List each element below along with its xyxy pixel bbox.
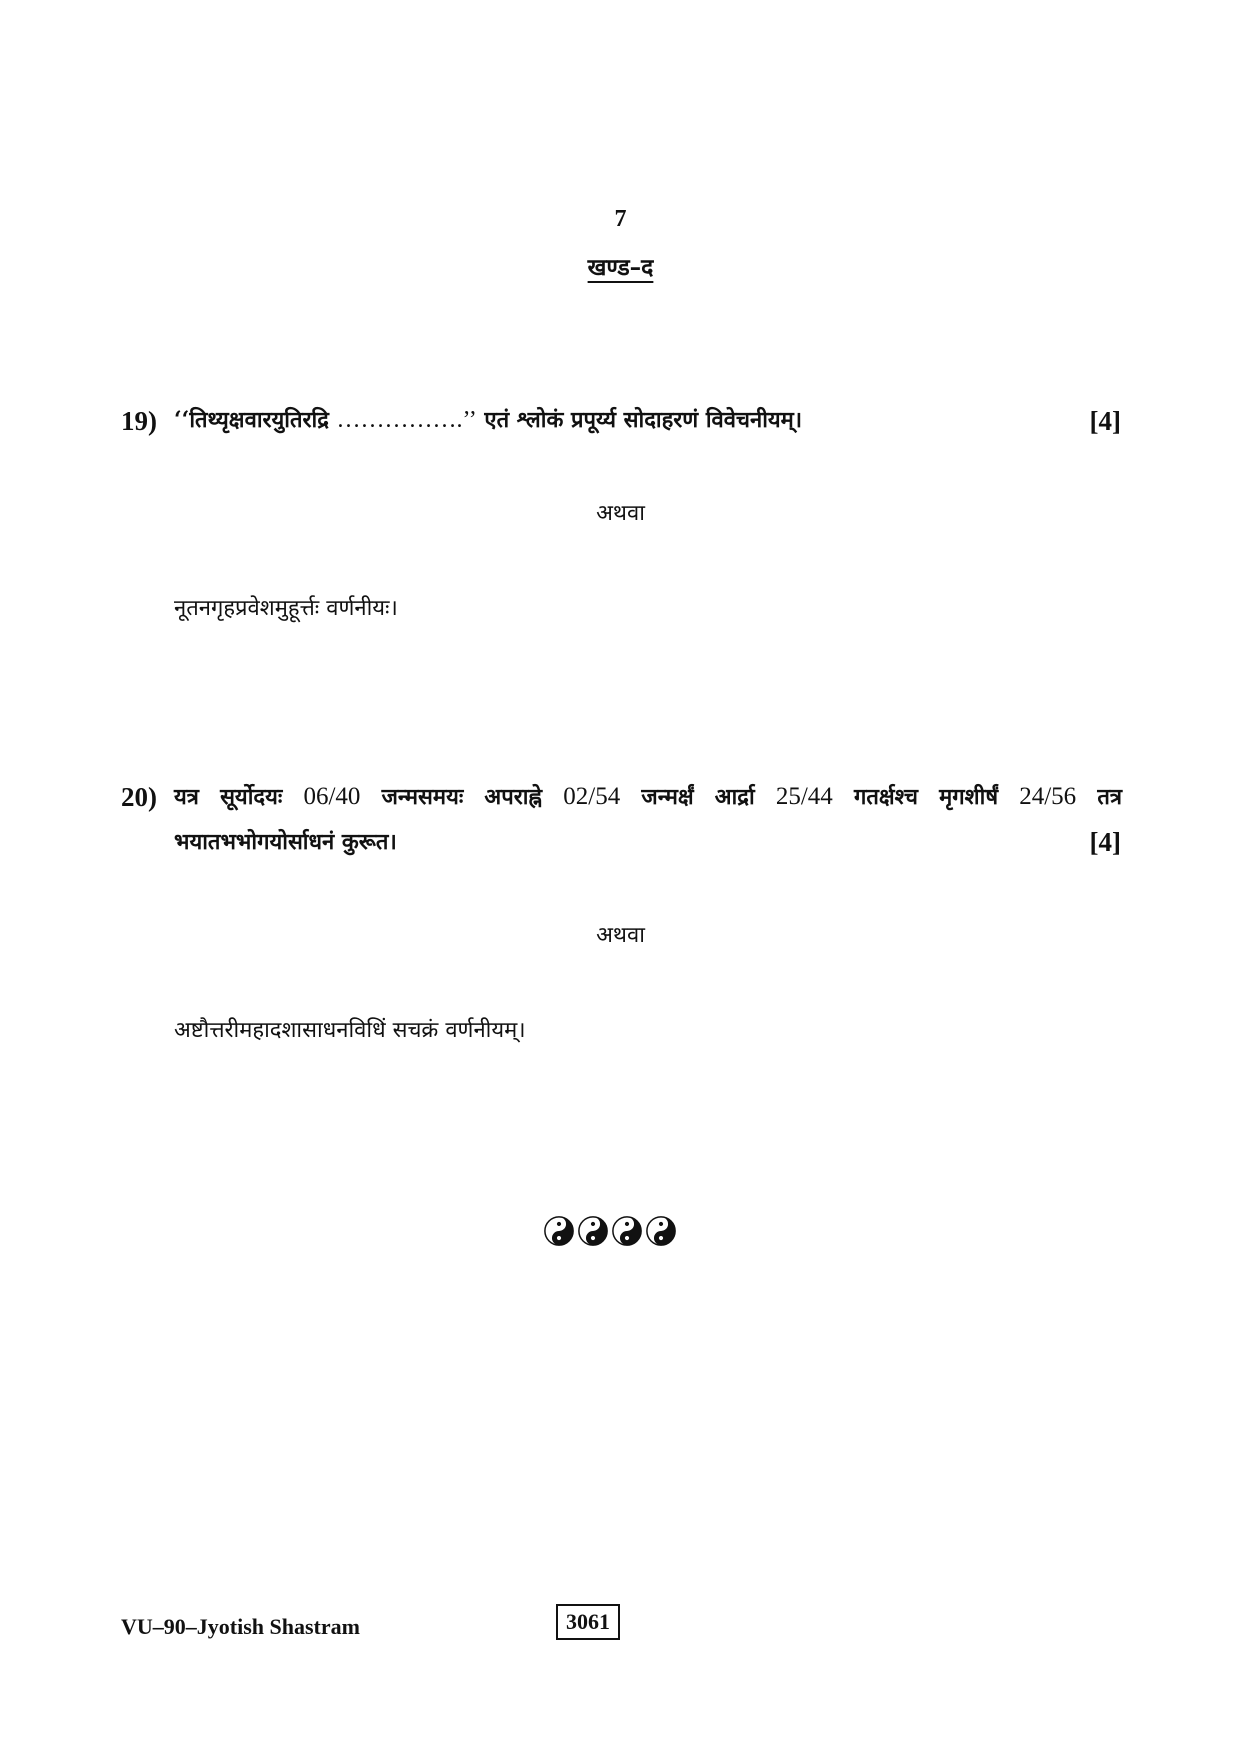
question-number-20: 20) <box>121 782 157 812</box>
footer-paper-code: 3061 <box>556 1604 620 1640</box>
yin-yang-icon <box>612 1216 642 1246</box>
question-text-segment: जन्मर्क्षं आर्द्रा <box>620 784 776 810</box>
question-text-segment: 02/54 <box>563 783 621 810</box>
section-title <box>0 252 1241 284</box>
question-text-segment: 25/44 <box>775 783 833 810</box>
or-label-19: अथवा <box>596 501 645 526</box>
end-of-paper-marks <box>544 1216 676 1246</box>
question-text-segment: 06/40 <box>303 783 361 810</box>
page-number: 7 <box>614 206 627 232</box>
question-text-segment: यत्र सूर्योदयः <box>174 784 304 810</box>
question-text-20 <box>174 774 1122 865</box>
alternative-question-19: नूतनगृहप्रवेशमुहूर्त्तः वर्णनीयः। <box>174 596 398 621</box>
or-label-20: अथवा <box>596 923 645 948</box>
section-title-text: खण्ड–द <box>587 254 654 281</box>
question-text-segment: 24/56 <box>1019 783 1077 810</box>
question-text-segment: तत्र भयातभभोगयोर्साधनं कुरूत। <box>174 784 1122 855</box>
question-text-segment: …………….’’ <box>336 407 477 433</box>
question-number-19: 19) <box>121 406 157 436</box>
question-text-segment: एतं श्लोकं प्रपूर्य्य सोदाहरणं विवेचनीयम्। <box>476 407 803 433</box>
question-text-segment: गतर्क्षश्च मृगशीर्षं <box>832 784 1020 810</box>
yin-yang-icon <box>544 1216 574 1246</box>
question-text-segment: ‘‘तिथ्यृक्षवारयुतिरद्रि <box>174 407 337 433</box>
yin-yang-icon <box>646 1216 676 1246</box>
question-text-segment: जन्मसमयः अपराह्ने <box>360 784 564 810</box>
footer-paper-title: VU–90–Jyotish Shastram <box>121 1614 360 1639</box>
question-marks-19: [4] <box>1089 406 1121 436</box>
yin-yang-icon <box>578 1216 608 1246</box>
question-text-19 <box>174 398 1122 443</box>
alternative-question-20: अष्टौत्तरीमहादशासाधनविधिं सचक्रं वर्णनीयम्। <box>174 1018 526 1043</box>
question-marks-20: [4] <box>1089 827 1121 857</box>
